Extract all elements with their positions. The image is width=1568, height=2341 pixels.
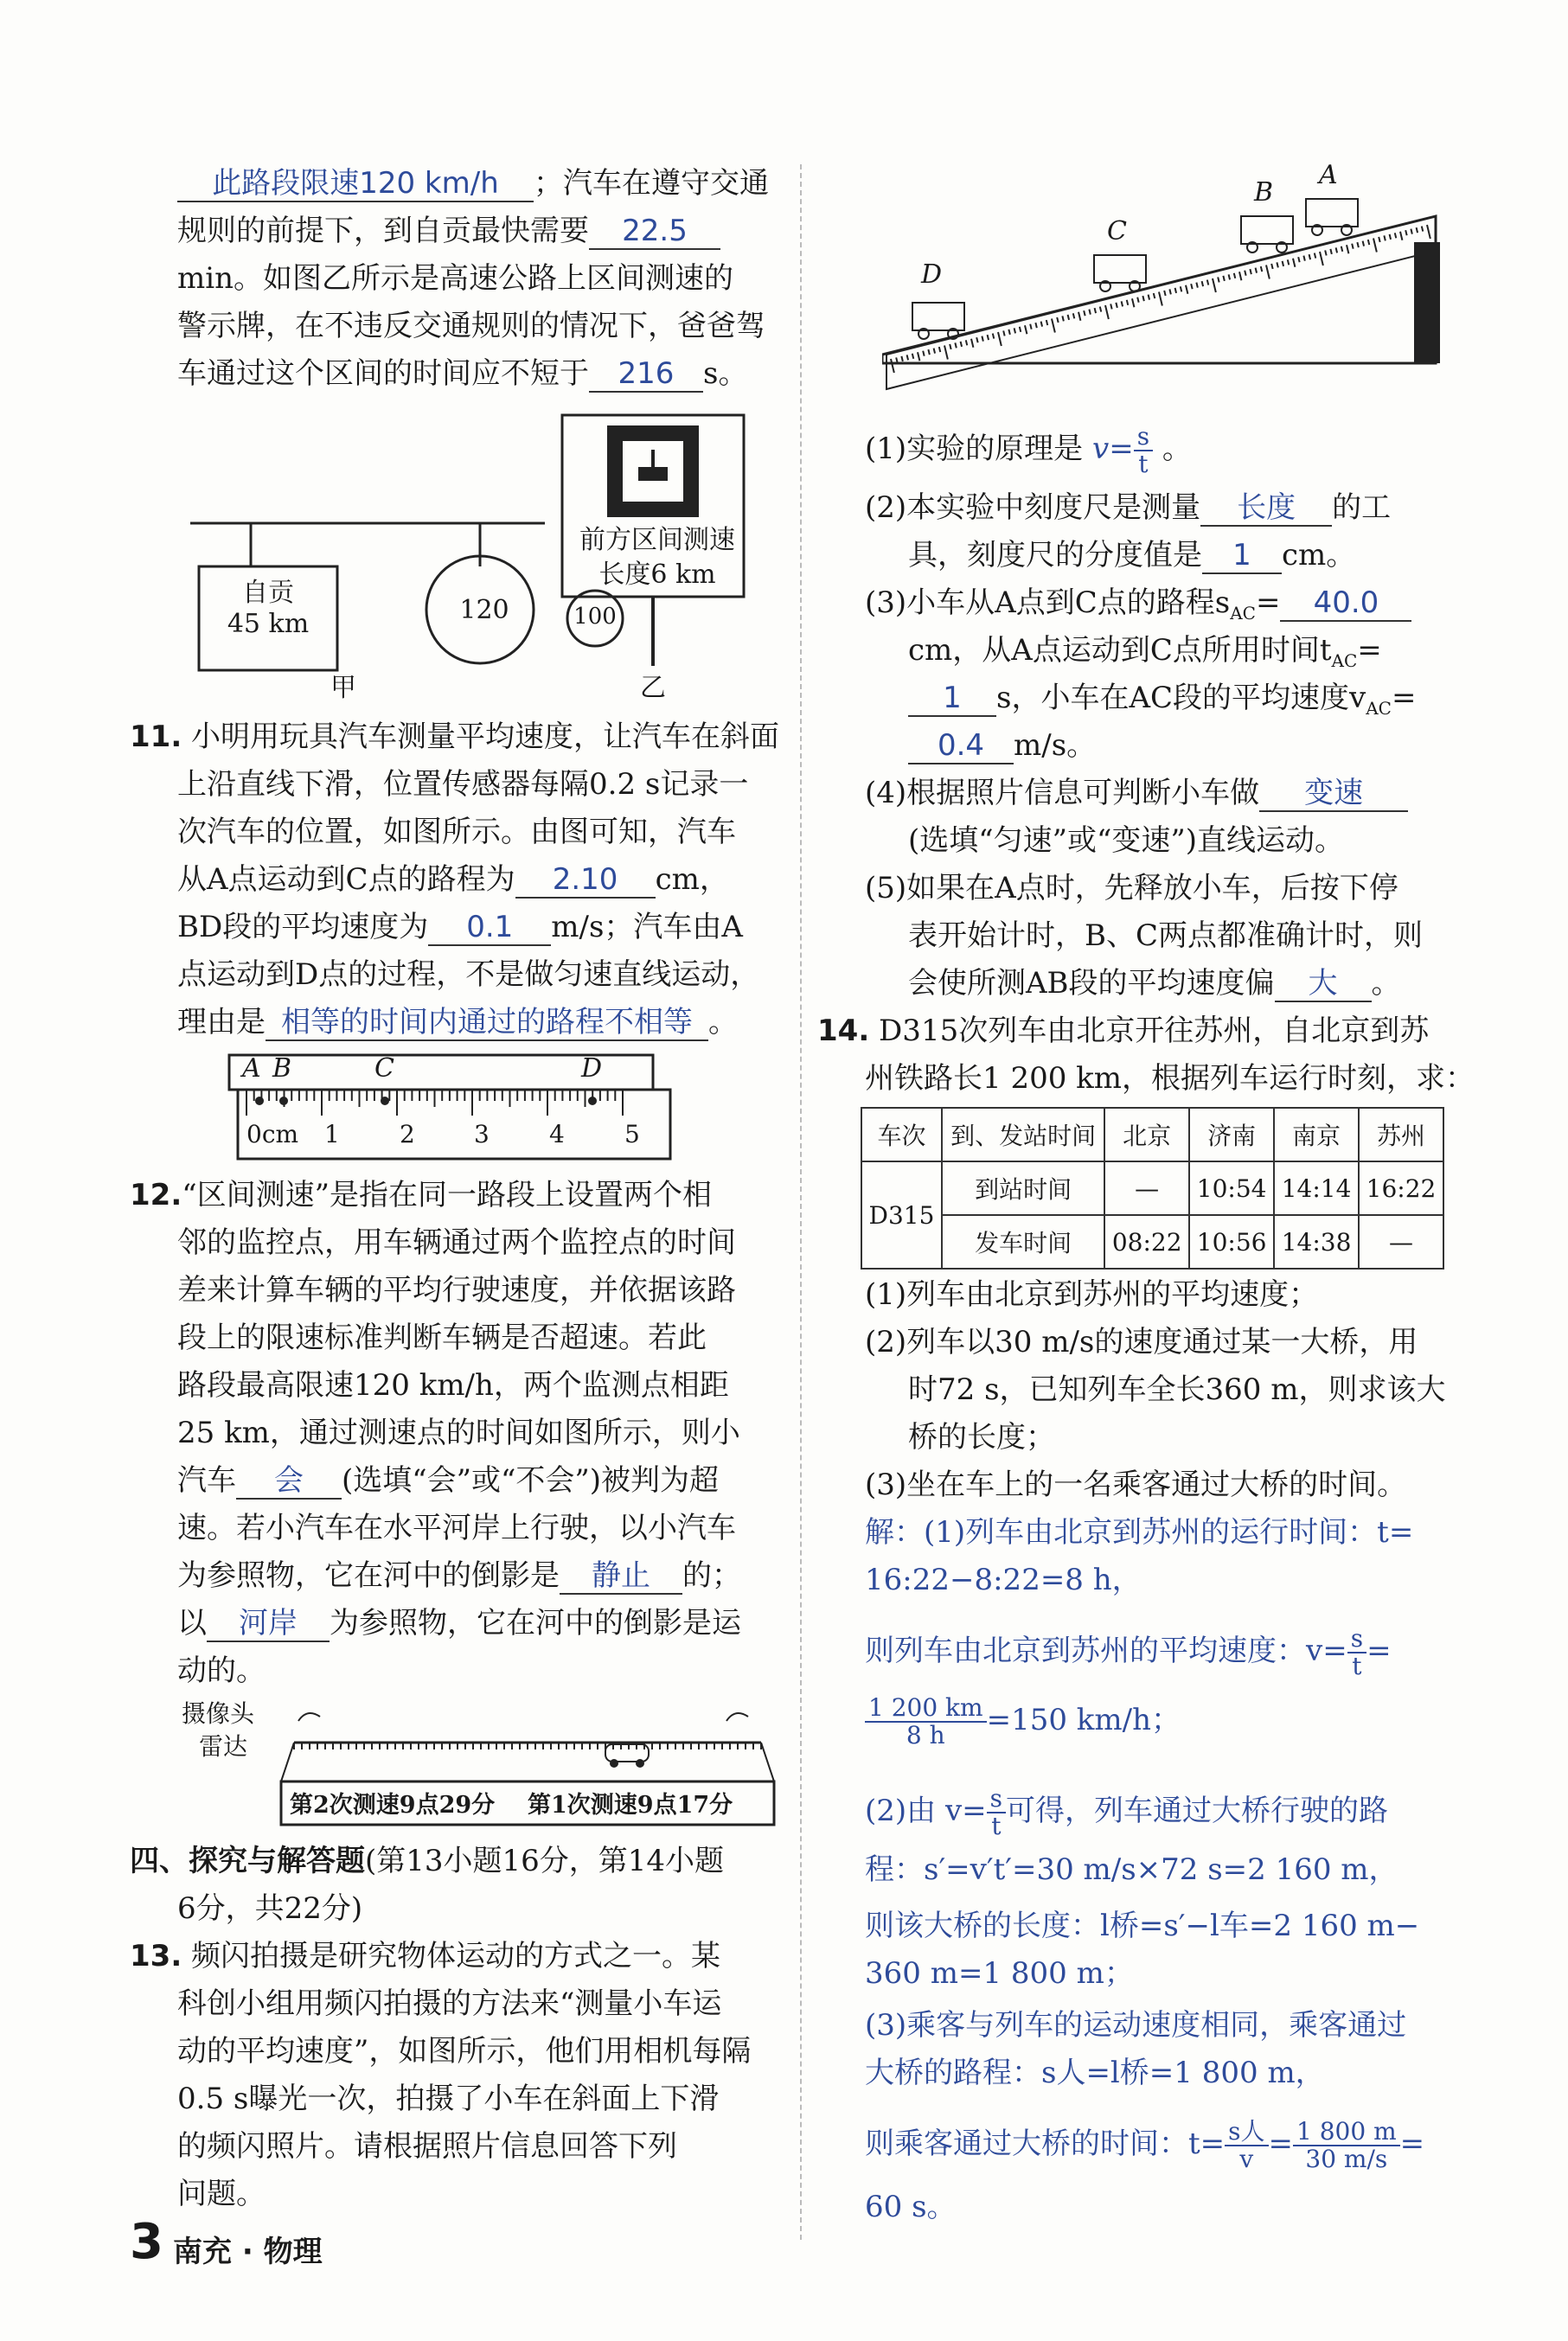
q13-l4: 0.5 s曝光一次，拍摄了小车在斜面上下滑: [177, 2082, 720, 2116]
q13-l6: 问题。: [177, 2177, 266, 2211]
sol-l11: 则乘客通过大桥的时间：t= $\frac{\text{s人}}{v}$ = $\frac{1 800 m}{30 m/s}$ =: [865, 2117, 1425, 2173]
q14-p3: (3)坐在车上的一名乘客通过大桥的时间。: [865, 1468, 1407, 1502]
line-p4: 警示牌，在不违反交通规则的情况下，爸爸驾: [177, 309, 765, 343]
answer-blank: 216: [589, 356, 703, 393]
car-c: C: [1107, 216, 1127, 246]
q14-p1: (1)列车由北京到苏州的平均速度；: [865, 1277, 1319, 1312]
s3-l4: 0.4 m/s。: [908, 726, 1096, 764]
s3-l2: cm，从A点运动到C点所用时间$t_{AC}=$: [908, 633, 1382, 671]
q11-l7: 理由是 相等的时间内通过的路程不相等 。: [177, 1005, 738, 1039]
q11-l5: BD段的平均速度为 0.1 m/s；汽车由A: [177, 910, 743, 944]
car-d: D: [921, 259, 943, 290]
section-4-sub: 6分，共22分): [177, 1891, 363, 1926]
q12-l5: 路段最高限速120 km/h，两个监测点相距: [177, 1368, 729, 1403]
radar-label: 雷达: [199, 1732, 248, 1761]
s5-l3: 会使所测AB段的平均速度偏 大 。: [908, 966, 1401, 1001]
q14-p2c: 桥的长度；: [908, 1420, 1055, 1455]
s2-l1: (2)本实验中刻度尺是测量 长度 的工: [865, 490, 1392, 525]
q12-l7: 汽车 会 (选填“会”或“不会”)被判为超: [177, 1463, 720, 1498]
q13-l3: 动的平均速度”，如图所示，他们用相机每隔: [177, 2034, 752, 2069]
q12-l3: 差来计算车辆的平均行驶速度，并依据该路: [177, 1273, 736, 1308]
q14-l2: 州铁路长1 200 km，根据列车运行时刻，求：: [865, 1061, 1475, 1096]
table-row: 发车时间 08:22 10:56 14:38 —: [861, 1215, 1443, 1269]
q14-p2a: (2)列车以30 m/s的速度通过某一大桥，用: [865, 1325, 1418, 1359]
sol-l3: 则列车由北京到苏州的平均速度：v= $\frac{s}{t}$ =: [865, 1624, 1392, 1680]
s4-l2: (选填“匀速”或“变速”)直线运动。: [908, 823, 1345, 858]
q11-l4: 从A点运动到C点的路程为 2.10 cm，: [177, 862, 729, 897]
ruler-4: 4: [549, 1120, 565, 1148]
table-row: D315 到站时间 — 10:54 14:14 16:22: [861, 1161, 1443, 1215]
fig-label-yi: 乙: [640, 673, 666, 703]
column-divider: [800, 164, 802, 2240]
q12-l11: 动的。: [177, 1653, 266, 1688]
page-footer-title: 南充 · 物理: [173, 2235, 323, 2269]
answer-blank: 22.5: [589, 214, 720, 250]
sol-l1: 解：(1)列车由北京到苏州的运行时间：t=: [865, 1515, 1414, 1550]
speed-limit-120: 120: [459, 595, 509, 625]
point-c: C: [374, 1053, 394, 1084]
ruler-2: 2: [400, 1120, 415, 1148]
s3-l1: (3)小车从A点到C点的路程$s_{AC}= 40.0$: [865, 584, 1411, 632]
first-measure: 第1次测速9点17分: [528, 1792, 733, 1819]
sol-l6: 程：s′=v′t′=30 m/s×72 s=2 160 m，: [865, 1852, 1398, 1887]
figure-incline-cars: [882, 156, 1453, 406]
point-b: B: [272, 1053, 292, 1084]
q11-l2: 上沿直线下滑，位置传感器每隔0.2 s记录一: [177, 767, 749, 802]
car-a: A: [1319, 160, 1338, 190]
sol-l12: 60 s。: [865, 2190, 957, 2224]
ruler-5: 5: [624, 1120, 640, 1148]
section-sign-text: 前方区间测速 长度6 km: [579, 525, 735, 590]
fig-label-jia: 甲: [330, 673, 356, 703]
q12-l8: 速。若小汽车在水平河岸上行驶，以小汽车: [177, 1511, 736, 1545]
s4-l1: (4)根据照片信息可判断小车做 变速: [865, 774, 1408, 812]
sol-l10: 大桥的路程：s人=l桥=1 800 m，: [865, 2056, 1325, 2090]
ruler-1: 1: [324, 1120, 340, 1148]
q12-l4: 段上的限速标准判断车辆是否超速。若此: [177, 1321, 707, 1355]
q11-l1: 11. 小明用玩具汽车测量平均速度，让汽车在斜面: [130, 720, 780, 754]
table-header: 车次 到、发站时间 北京 济南 南京 苏州: [861, 1108, 1443, 1161]
train-timetable: [861, 1107, 1444, 1270]
q12-l6: 25 km，通过测速点的时间如图所示，则小: [177, 1416, 740, 1450]
sol-l4: $\frac{1 200 km}{8 h}$ =150 km/h；: [865, 1695, 1181, 1749]
sol-l9: (3)乘客与列车的运动速度相同，乘客通过: [865, 2008, 1407, 2043]
second-measure: 第2次测速9点29分: [290, 1792, 496, 1819]
section-4-title: 四、探究与解答题(第13小题16分，第14小题: [130, 1844, 725, 1878]
q13-l2: 科创小组用频闪拍摄的方法来“测量小车运: [177, 1986, 722, 2021]
q11-l6: 点运动到D点的过程，不是做匀速直线运动，: [177, 957, 760, 992]
sign-text: 自贡 45 km: [227, 578, 310, 639]
q14-p2b: 时72 s，已知列车全长360 m，则求该大: [908, 1372, 1446, 1407]
s5-l2: 表开始计时，B、C两点都准确计时，则: [908, 918, 1423, 953]
speed-limit-100: 100: [573, 604, 617, 630]
point-d: D: [581, 1053, 603, 1084]
q12-l9: 为参照物，它在河中的倒影是 静止 的；: [177, 1558, 741, 1593]
q13-l1: 13. 频闪拍摄是研究物体运动的方式之一。某: [130, 1939, 721, 1973]
s5-l1: (5)如果在A点时，先释放小车，后按下停: [865, 871, 1398, 905]
line-p2: 规则的前提下，到自贡最快需要 22.5: [177, 212, 720, 250]
camera-label: 摄像头: [182, 1699, 255, 1728]
line-p1: 此路段限速120 km/h ；汽车在遵守交通: [177, 164, 769, 202]
ruler-3: 3: [474, 1120, 490, 1148]
s1: (1)实验的原理是 v= $\frac{s}{t}$ 。: [865, 422, 1192, 478]
q11-l3: 次汽车的位置，如图所示。由图可知，汽车: [177, 815, 736, 849]
s2-l2: 具，刻度尺的分度值是 1 cm。: [908, 538, 1356, 572]
sol-l2: 16:22−8:22=8 h，: [865, 1563, 1142, 1597]
sol-l7: 则该大桥的长度：l桥=s′−l车=2 160 m−: [865, 1909, 1420, 1943]
sol-l5: (2)由 v= $\frac{s}{t}$ 可得，列车通过大桥行驶的路: [865, 1784, 1389, 1840]
q12-l1: 12.“区间测速”是指在同一路段上设置两个相: [130, 1178, 712, 1212]
q12-l2: 邻的监控点，用车辆通过两个监控点的时间: [177, 1225, 736, 1260]
sol-l8: 360 m=1 800 m；: [865, 1956, 1134, 1991]
page-number: 3: [130, 2214, 163, 2270]
q12-l10: 以 河岸 为参照物，它在河中的倒影是运: [177, 1606, 741, 1641]
s3-l3: 1 s，小车在AC段的平均速度$v_{AC}=$: [908, 679, 1416, 727]
line-p3: min。如图乙所示是高速公路上区间测速的: [177, 261, 734, 296]
car-b: B: [1254, 177, 1274, 208]
point-a: A: [242, 1053, 261, 1084]
line-p5: 车通过这个区间的时间应不短于 216 s。: [177, 356, 748, 391]
q14-l1: 14. D315次列车由北京开往苏州，自北京到苏: [817, 1014, 1430, 1048]
q13-l5: 的频闪照片。请根据照片信息回答下列: [177, 2129, 677, 2164]
ruler-0cm: 0cm: [246, 1120, 299, 1148]
answer-blank: 此路段限速120 km/h: [177, 166, 534, 202]
